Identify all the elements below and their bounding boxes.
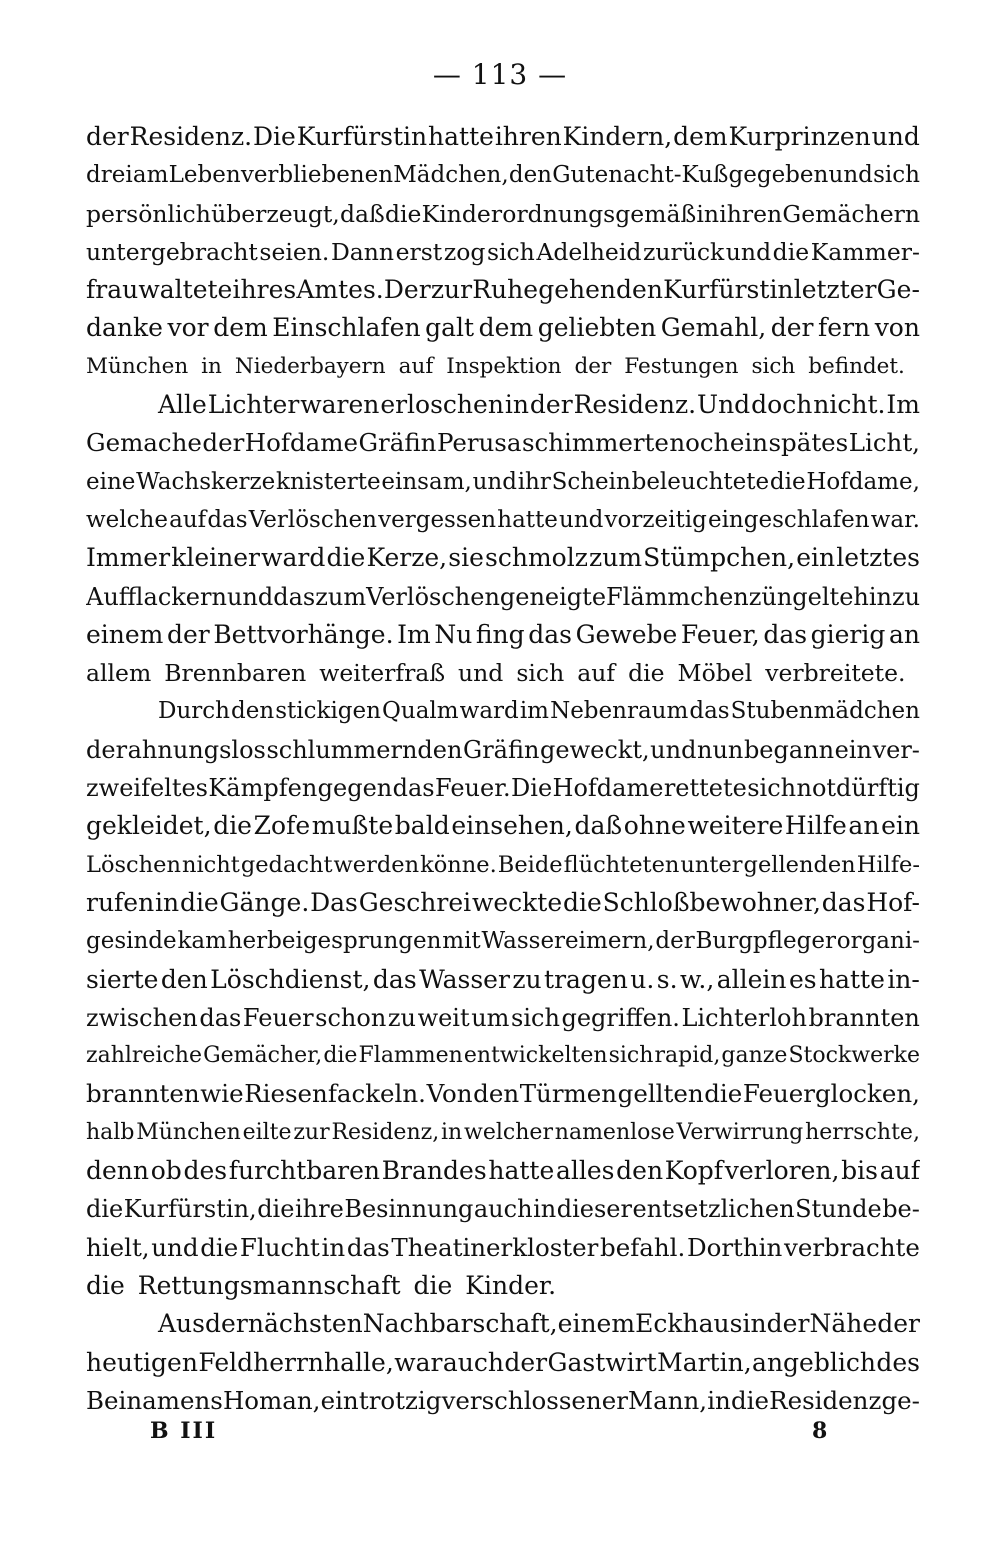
text-line: der ahnungslos schlummernden Gräfin geweckt, und nun begann ein ver- bbox=[86, 735, 920, 764]
text-line: der Residenz. Die Kurfürstin hatte ihren Kindern, dem Kurprinzen und bbox=[86, 122, 920, 151]
text-line: zwischen das Feuer schon zu weit um sich gegriffen. Lichterloh brannten bbox=[86, 1003, 920, 1032]
text-line: sierte den Löschdienst, das Wasser zu tragen u. s. w., allein es hatte in- bbox=[86, 964, 920, 994]
text-line: drei am Leben verbliebenen Mädchen, den Gutenacht-Kuß gegeben und sich bbox=[86, 162, 920, 189]
text-line: rufen in die Gänge. Das Geschrei weckte die Schloßbewohner, das Hof- bbox=[86, 887, 920, 917]
text-line: gesinde kam herbeigesprungen mit Wassereimern, der Burgpfleger organi- bbox=[86, 928, 920, 955]
text-line: allem Brennbaren weiterfraß und sich auf die Möbel verbreitete. bbox=[86, 659, 906, 688]
text-line: frau waltete ihres Amtes. Der zur Ruhe gehenden Kurfürstin letzter Ge- bbox=[86, 275, 920, 305]
text-line: einem der Bettvorhänge. Im Nu fing das Gewebe Feuer, das gierig an bbox=[86, 619, 920, 649]
text-line: denn ob des furchtbaren Brandes hatte alles den Kopf verloren, bis auf bbox=[86, 1156, 920, 1186]
text-line: die Kurfürstin, die ihre Besinnung auch in dieser entsetzlichen Stunde be- bbox=[86, 1195, 920, 1224]
page-number-header: — 113 — bbox=[432, 58, 568, 91]
text-line: Aus der nächsten Nachbarschaft, einem Eckhaus in der Nähe der bbox=[158, 1309, 920, 1339]
body-text bbox=[86, 118, 920, 1420]
text-line: welche auf das Verlöschen vergessen hatte und vorzeitig eingeschlafen war. bbox=[86, 506, 920, 533]
text-line: untergebracht seien. Dann erst zog sich Adelheid zurück und die Kammer- bbox=[86, 237, 920, 266]
text-line: halb München eilte zur Residenz, in welcher namenlose Verwirrung herrschte, bbox=[86, 1119, 920, 1145]
text-line: Gemache der Hofdame Gräfin Perusa schimmerte noch ein spätes Licht, bbox=[86, 428, 920, 458]
text-line: gekleidet, die Zofe mußte bald einsehen, daß ohne weitere Hilfe an ein bbox=[86, 811, 920, 841]
text-line: Beinamens Homan, ein trotzig verschlossener Mann, in die Residenz ge- bbox=[86, 1385, 920, 1415]
text-line: Löschen nicht gedacht werden könne. Beide flüchteten unter gellenden Hilfe- bbox=[86, 851, 920, 878]
text-line: Durch den stickigen Qualm ward im Nebenraum das Stubenmädchen bbox=[158, 698, 920, 725]
text-line: zweifeltes Kämpfen gegen das Feuer. Die Hofdame rettete sich notdürftig bbox=[86, 774, 920, 803]
printer-signature: B III bbox=[150, 1418, 218, 1444]
text-line: die Rettungsmannschaft die Kinder. bbox=[86, 1270, 557, 1300]
text-line: Immer kleiner ward die Kerze, sie schmolz zum Stümpchen, ein letztes bbox=[86, 543, 920, 573]
text-line: heutigen Feldherrnhalle, war auch der Gastwirt Martin, angeblich des bbox=[86, 1347, 920, 1377]
sheet-signature: 8 bbox=[812, 1418, 828, 1444]
text-line: zahlreiche Gemächer, die Flammen entwickelten sich rapid, ganze Stockwerke bbox=[86, 1043, 920, 1069]
text-line: danke vor dem Einschlafen galt dem geliebten Gemahl, der fern von bbox=[86, 313, 920, 343]
text-line: München in Niederbayern auf Inspektion der Festungen sich befindet. bbox=[86, 353, 905, 379]
text-line: brannten wie Riesenfackeln. Von den Türmen gellten die Feuerglocken, bbox=[86, 1079, 920, 1109]
text-line: Aufflackern und das zum Verlöschen geneigte Flämmchen züngelte hin zu bbox=[86, 582, 920, 611]
text-line: Alle Lichter waren erloschen in der Residenz. Und doch nicht. Im bbox=[158, 390, 920, 420]
text-line: persönlich überzeugt, daß die Kinder ordnungsgemäß in ihren Gemächern bbox=[86, 199, 920, 228]
text-line: hielt, und die Flucht in das Theatinerkloster befahl. Dorthin verbrachte bbox=[86, 1232, 920, 1262]
text-line: eine Wachskerze knisterte einsam, und ihr Schein beleuchtete die Hofdame, bbox=[86, 468, 920, 495]
